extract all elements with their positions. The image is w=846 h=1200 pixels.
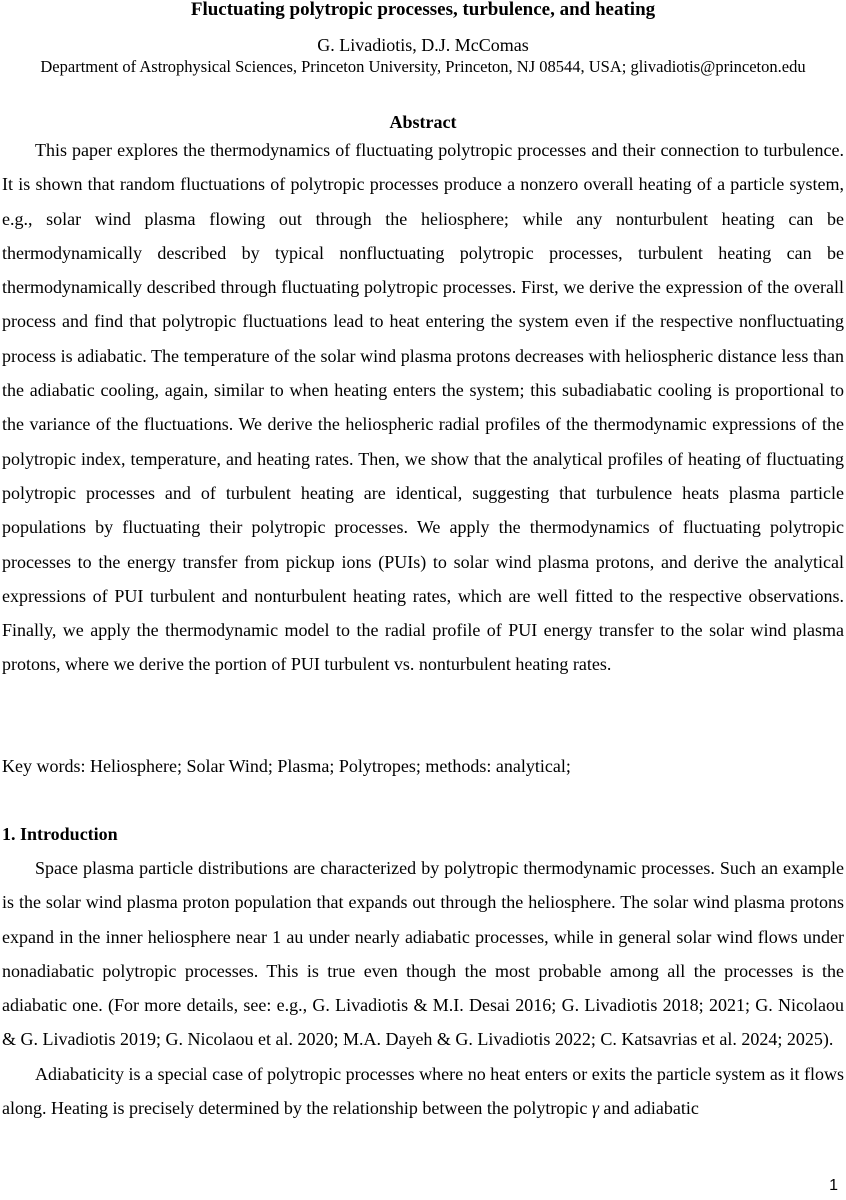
intro-paragraph-2	[2, 1057, 844, 1126]
page-number: 1	[829, 1177, 838, 1194]
intro-paragraph-2-text-a: Adiabaticity is a special case of polytropic processes where no heat enters or exits the particle system as it flows along. Heating is precisely determined by the relationship between the polytropic	[2, 1063, 844, 1119]
gamma-symbol: γ	[591, 1098, 599, 1119]
section-heading-introduction: 1. Introduction	[2, 824, 118, 844]
abstract-heading: Abstract	[389, 112, 457, 132]
abstract-body: This paper explores the thermodynamics of fluctuating polytropic processes and their connection to turbulence. It is shown that random fluctuations of polytropic processes produce a nonzero overall heating of a particle system, e.g., solar wind plasma flowing out through the heliosphere; while any nonturbulent heating can be thermodynamically described by typical nonfluctuating polytropic processes, turbulent heating can be thermodynamically described through fluctuating polytropic processes. First, we derive the expression of the overall process and find that polytropic fluctuations lead to heat entering the system even if the respective nonfluctuating process is adiabatic. The temperature of the solar wind plasma protons decreases with heliospheric distance less than the adiabatic cooling, again, similar to when heating enters the system; this subadiabatic cooling is proportional to the variance of the fluctuations. We derive the heliospheric radial profiles of the thermodynamic expressions of the polytropic index, temperature, and heating rates. Then, we show that the analytical profiles of heating of fluctuating polytropic processes and of turbulent heating are identical, suggesting that turbulence heats plasma particle populations by fluctuating their polytropic processes. We apply the thermodynamics of fluctuating polytropic processes to the energy transfer from pickup ions (PUIs) to solar wind plasma protons, and derive the analytical expressions of PUI turbulent and nonturbulent heating rates, which are well fitted to the respective observations. Finally, we apply the thermodynamic model to the radial profile of PUI energy transfer to the solar wind plasma protons, where we derive the portion of PUI turbulent vs. nonturbulent heating rates.	[2, 140, 844, 675]
keywords-line: Key words: Heliosphere; Solar Wind; Plasma; Polytropes; methods: analytical;	[2, 756, 571, 776]
paper-affiliation: Department of Astrophysical Sciences, Princeton University, Princeton, NJ 08544, USA; glivadiotis@princeton.edu	[40, 57, 806, 76]
paper-title: Fluctuating polytropic processes, turbulence, and heating	[190, 0, 656, 20]
intro-paragraph-1: Space plasma particle distributions are characterized by polytropic thermodynamic processes. Such an example is the solar wind plasma proton population that expands out through the heliosphere. The solar wind plasma protons expand in the inner heliosphere near 1 au under nearly adiabatic processes, while in general solar wind flows under nonadiabatic polytropic processes. This is true even though the most probable among all the processes is the adiabatic one. (For more details, see: e.g., G. Livadiotis & M.I. Desai 2016; G. Livadiotis 2018; 2021; G. Nicolaou & G. Livadiotis 2019; G. Nicolaou et al. 2020; M.A. Dayeh & G. Livadiotis 2022; C. Katsavrias et al. 2024; 2025).	[2, 858, 844, 1050]
introduction-body	[2, 851, 844, 1125]
paper-authors: G. Livadiotis, D.J. McComas	[317, 35, 529, 55]
intro-paragraph-2-text-b: and adiabatic	[598, 1098, 699, 1119]
